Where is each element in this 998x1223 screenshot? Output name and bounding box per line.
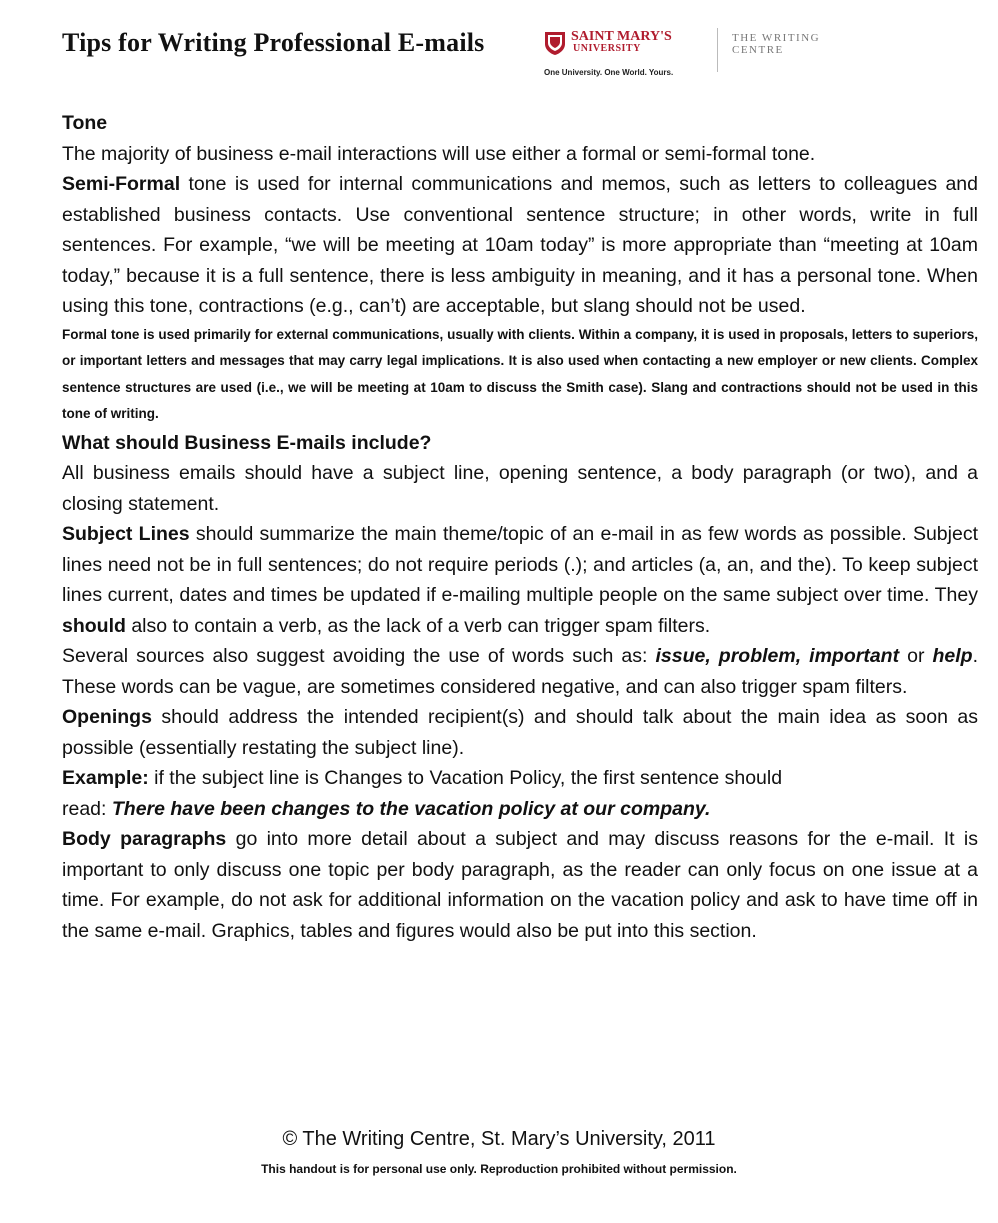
university-name: SAINT MARY'S: [571, 29, 672, 44]
logo-divider: [717, 28, 718, 72]
subject-lines-text-2: also to contain a verb, as the lack of a verb can trigger spam filters.: [125, 614, 711, 637]
university-crest-icon: [544, 30, 566, 56]
writing-centre-name: THE WRITING CENTRE: [732, 32, 821, 56]
footer-copyright: © The Writing Centre, St. Mary’s University, 2011: [282, 1128, 716, 1150]
sources-or: or: [899, 645, 933, 667]
openings-lead: Openings: [62, 706, 152, 728]
example-sentence-line: [62, 794, 978, 825]
openings-text: should address the intended recipient(s) and should talk about the main idea as soon as possible (essentially restating the subject line).: [62, 706, 978, 759]
semiformal-text: tone is used for internal communications and memos, such as letters to colleagues and established business contacts. Use conventional sentence structure; in other words, write in full sentences. For example, “we will be meeting at 10am today” is more appropriate than “meeting at 10am today,” because it is a full sentence, there is less ambiguity in meaning, and it has a personal tone. When using this tone, contractions (e.g., can’t) are acceptable, but slang should not be used.: [62, 173, 978, 317]
semiformal-paragraph: [62, 169, 978, 322]
sources-words: issue, problem, important: [655, 645, 900, 667]
formal-paragraph: Formal tone is used primarily for external communications, usually with clients. Within a company, it is used in proposals, letters to superiors, or important letters and messages that may carry legal implications. It is also used when contacting a new employer or new clients. Complex sentence structures are used (i.e., we will be meeting at 10am to discuss the Smith case). Slang and contractions should not be used in this tone of writing.: [62, 326, 978, 421]
subject-lines-lead: Subject Lines: [62, 523, 190, 545]
document-title: Tips for Writing Professional E-mails: [62, 28, 485, 57]
openings-paragraph: [62, 702, 978, 763]
example-paragraph: [62, 763, 978, 794]
sources-text: Several sources also suggest avoiding the use of words such as:: [62, 645, 656, 667]
university-tagline: One University. One World. Yours.: [544, 68, 674, 77]
example-text: if the subject line is Changes to Vacation Policy, the first sentence should: [148, 767, 783, 789]
subject-lines-should: should: [62, 614, 126, 637]
sources-text-2: . These words can be vague, are sometimes considered negative, and can also trigger spam filters.: [62, 645, 978, 698]
section-heading-tone: Tone: [62, 112, 108, 134]
example-read: read:: [62, 797, 112, 820]
document-body: [62, 108, 978, 946]
body-paragraphs-lead: Body paragraphs: [62, 828, 227, 850]
sources-help: help: [932, 645, 973, 667]
semiformal-lead: Semi-Formal: [62, 173, 181, 195]
university-subtitle: UNIVERSITY: [573, 43, 641, 54]
university-logo: [544, 24, 844, 84]
tone-intro-paragraph: The majority of business e-mail interactions will use either a formal or semi-formal tone.: [62, 142, 816, 165]
example-lead: Example:: [62, 767, 149, 789]
example-sentence: There have been changes to the vacation policy at our company.: [111, 797, 711, 820]
body-paragraphs-text: go into more detail about a subject and may discuss reasons for the e-mail. It is important to only discuss one topic per body paragraph, as the reader can only focus on one issue at a time. For example, do not ask for additional information on the vacation policy and ask to have time off in the same e-mail. Graphics, tables and figures would also be put into this section.: [62, 828, 978, 942]
section-heading-include: What should Business E-mails include?: [62, 431, 432, 454]
body-paragraphs-paragraph: [62, 824, 978, 946]
footer-notice: This handout is for personal use only. Reproduction prohibited without permission.: [261, 1162, 737, 1176]
sources-paragraph: [62, 641, 978, 702]
subject-lines-paragraph: [62, 519, 978, 641]
include-paragraph: All business emails should have a subject line, opening sentence, a body paragraph (or two), and a closing statement.: [62, 462, 978, 515]
subject-lines-text: should summarize the main theme/topic of an e-mail in as few words as possible. Subject lines need not be in full sentences; do not require periods (.); and articles (a, an, and the). To keep subject lines current, dates and times be updated if e-mailing multiple people on the same subject over time. They: [62, 523, 979, 606]
